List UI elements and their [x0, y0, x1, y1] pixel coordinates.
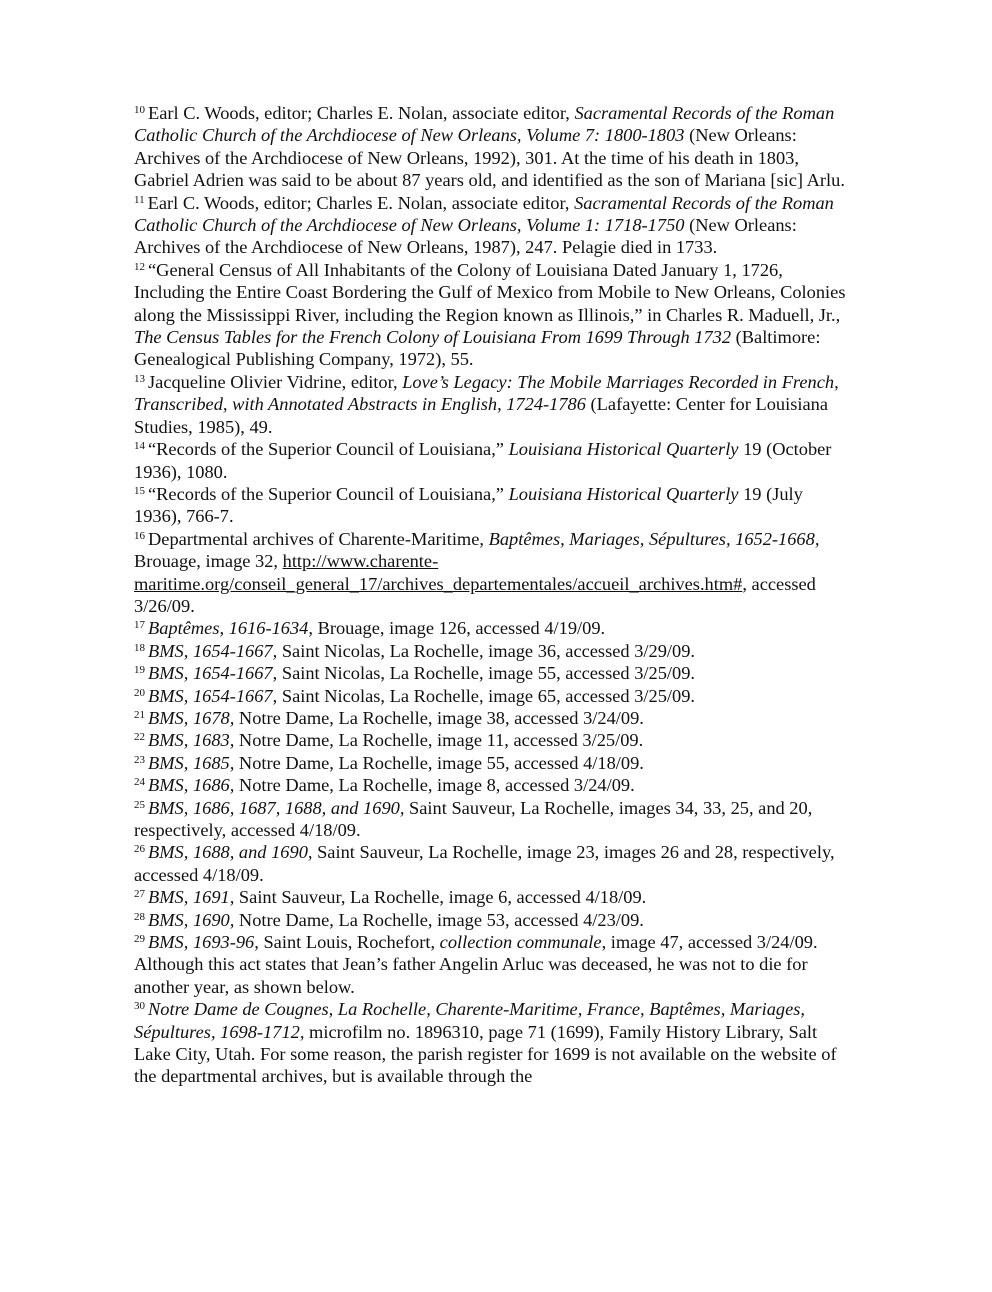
italic-title: BMS, 1685, — [148, 752, 235, 773]
footnote-number: 18 — [134, 641, 145, 654]
footnote-text: Brouage, image 32, — [134, 551, 283, 572]
footnote-text: Departmental archives of Charente-Maritime, — [148, 528, 489, 549]
footnote-text: Earl C. Woods, editor; Charles E. Nolan, associate editor, — [147, 192, 575, 213]
italic-title: The Census Tables for the French Colony of Louisiana From 1699 Through 1732 — [134, 327, 732, 348]
footnote-text: , accessed 3/26/09. — [134, 573, 816, 616]
footnote-27 — [134, 886, 854, 908]
footnote-number: 17 — [134, 619, 145, 632]
footnote-10 — [134, 102, 854, 192]
footnote-18 — [134, 640, 854, 662]
footnote-text: Notre Dame, La Rochelle, image 55, accessed 4/18/09. — [234, 752, 644, 773]
footnote-26 — [134, 841, 854, 886]
footnote-text: “Records of the Superior Council of Louisiana,” — [148, 439, 509, 460]
footnote-text: Saint Sauveur, La Rochelle, image 23, images 26 and 28, respectively, accessed 4/18/09. — [134, 842, 835, 885]
footnote-text: 19 (October 1936), 1080. — [134, 439, 832, 482]
footnote-text: Jacqueline Olivier Vidrine, editor, — [148, 371, 403, 392]
italic-title: Louisiana Historical Quarterly — [508, 439, 739, 460]
footnote-text: Saint Louis, Rochefort, — [258, 932, 440, 953]
footnote-number: 12 — [134, 260, 145, 273]
italic-title: BMS, 1654-1667 — [148, 663, 273, 684]
footnote-25 — [134, 797, 854, 842]
footnote-text: , image 47, accessed 3/24/09. Although this act states that Jean’s father Angelin Arluc was deceased, he was not to die for another year, as shown below. — [134, 932, 818, 997]
footnote-text: , Saint Nicolas, La Rochelle, image 55, accessed 3/25/09. — [272, 663, 695, 684]
italic-title: Sacramental Records of the Roman Catholic Church of the Archdiocese of New Orleans, Volume 7: 1800-1803 — [134, 103, 835, 146]
footnote-30 — [134, 998, 854, 1088]
footnote-21 — [134, 707, 854, 729]
footnote-number: 30 — [134, 1000, 145, 1013]
footnote-23 — [134, 752, 854, 774]
footnote-text: Notre Dame, La Rochelle, image 38, accessed 3/24/09. — [234, 707, 644, 728]
footnote-number: 15 — [134, 484, 145, 497]
italic-title: Baptêmes, 1616-1634, — [148, 618, 313, 639]
italic-title: BMS, 1690, — [148, 909, 235, 930]
footnote-13 — [134, 371, 854, 438]
italic-title: BMS, 1686, — [148, 775, 235, 796]
italic-title: Notre Dame de Cougnes, La Rochelle, Charente-Maritime, France, Baptêmes, Mariages, Sépultures, 1698-1712, — [134, 999, 805, 1042]
footnote-text: Notre Dame, La Rochelle, image 11, accessed 3/25/09. — [234, 730, 644, 751]
italic-title: Love’s Legacy: The Mobile Marriages Recorded in French, Transcribed, with Annotated Abstracts in English, 1724-1786 — [134, 371, 839, 415]
footnote-number: 28 — [134, 910, 145, 923]
italic-title: BMS, 1691, — [148, 887, 235, 908]
italic-title: BMS, 1654-1667 — [148, 685, 273, 706]
footnote-24 — [134, 774, 854, 796]
footnote-14 — [134, 438, 854, 483]
footnote-number: 29 — [134, 933, 145, 946]
footnote-number: 21 — [134, 708, 145, 721]
footnote-text: (New Orleans: Archives of the Archdiocese of New Orleans, 1992), 301. At the time of his death in 1803, Gabriel Adrien was said to be about 87 years old, and identified as the son of Mariana [sic] Arlu. — [134, 125, 845, 191]
italic-title: BMS, 1654-1667, — [148, 640, 278, 661]
footnote-number: 10 — [134, 104, 145, 116]
footnotes-block — [134, 102, 854, 1088]
footnote-text: Notre Dame, La Rochelle, image 53, accessed 4/23/09. — [234, 909, 644, 930]
footnote-17 — [134, 617, 854, 639]
footnote-number: 27 — [134, 888, 145, 901]
footnote-text: Earl C. Woods, editor; Charles E. Nolan, associate editor, — [148, 103, 575, 123]
footnote-number: 11 — [134, 193, 145, 206]
footnote-11 — [134, 192, 854, 259]
italic-title: BMS, 1678, — [148, 707, 235, 728]
footnote-text: Notre Dame, La Rochelle, image 8, accessed 3/24/09. — [234, 775, 635, 796]
italic-title: BMS, 1693-96, — [148, 932, 259, 953]
footnote-19 — [134, 662, 854, 684]
footnote-text: Saint Nicolas, La Rochelle, image 36, accessed 3/29/09. — [277, 640, 695, 661]
footnote-text: “General Census of All Inhabitants of the Colony of Louisiana Dated January 1, 1726, Including the Entire Coast Bordering the Gulf of Mexico from Mobile to New Orleans, Colonies along the Mississippi River, including the Region known as Illinois,” in Charles R. Maduell, Jr., — [134, 259, 846, 325]
footnote-number: 26 — [134, 843, 145, 856]
footnote-number: 19 — [134, 664, 145, 677]
footnote-text: Saint Sauveur, La Rochelle, images 34, 33, 25, and 20, respectively, accessed 4/18/09. — [134, 797, 813, 840]
footnote-15 — [134, 483, 854, 528]
italic-title: Baptêmes, Mariages, Sépultures, 1652-1668, — [488, 528, 820, 549]
footnote-number: 14 — [134, 440, 145, 453]
footnote-text: , Saint Nicolas, La Rochelle, image 65, accessed 3/25/09. — [272, 685, 695, 706]
footnote-28 — [134, 909, 854, 931]
italic-title: collection communale — [439, 932, 602, 953]
footnote-number: 22 — [134, 731, 145, 744]
footnote-16 — [134, 528, 854, 618]
footnote-text: (Baltimore: Genealogical Publishing Company, 1972), 55. — [134, 327, 821, 370]
italic-title: BMS, 1683, — [148, 730, 235, 751]
footnote-text: (Lafayette: Center for Louisiana Studies, 1985), 49. — [134, 394, 828, 437]
footnote-text: Saint Sauveur, La Rochelle, image 6, accessed 4/18/09. — [234, 887, 647, 908]
footnote-12 — [134, 259, 854, 371]
archive-url-link[interactable]: http://www.charente-maritime.org/conseil_general_17/archives_departementales/accueil_archives.htm# — [134, 551, 743, 594]
footnote-number: 20 — [134, 686, 145, 699]
footnote-20 — [134, 685, 854, 707]
footnote-number: 24 — [134, 776, 145, 789]
footnote-number: 13 — [134, 372, 145, 385]
footnote-22 — [134, 729, 854, 751]
footnote-number: 23 — [134, 753, 145, 766]
footnote-29 — [134, 931, 854, 998]
footnote-text: 19 (July 1936), 766-7. — [134, 483, 803, 527]
italic-title: BMS, 1686, 1687, 1688, and 1690, — [148, 797, 405, 818]
footnote-number: 16 — [134, 529, 145, 542]
footnote-number: 25 — [134, 798, 145, 811]
italic-title: Sacramental Records of the Roman Catholic Church of the Archdiocese of New Orleans, Volume 1: 1718-1750 — [134, 192, 834, 236]
footnote-text: “Records of the Superior Council of Louisiana,” — [148, 483, 509, 504]
footnote-text: Brouage, image 126, accessed 4/19/09. — [312, 618, 606, 639]
footnote-text: microfilm no. 1896310, page 71 (1699), Family History Library, Salt Lake City, Utah. For some reason, the parish register for 1699 is not available on the website of the departmental archives, but is available through the — [134, 1021, 837, 1087]
footnote-text: (New Orleans: Archives of the Archdiocese of New Orleans, 1987), 247. Pelagie died in 1733. — [134, 215, 797, 258]
italic-title: BMS, 1688, and 1690, — [148, 842, 313, 863]
italic-title: Louisiana Historical Quarterly — [508, 483, 739, 504]
